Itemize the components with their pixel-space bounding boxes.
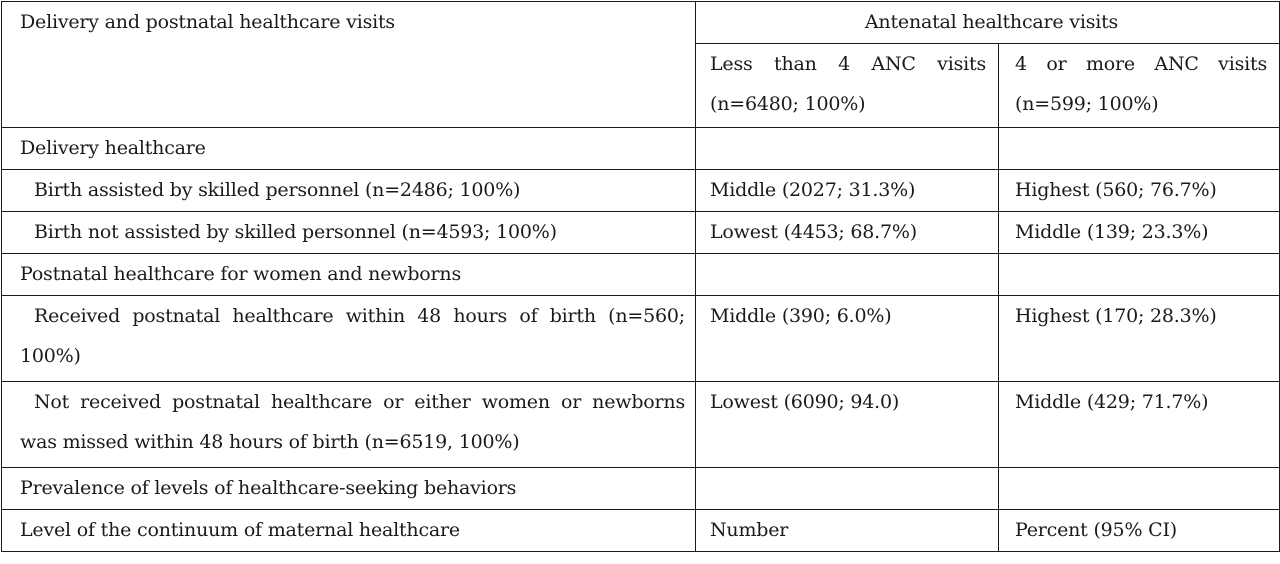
- table-row: [2, 212, 1280, 254]
- maternal-healthcare-table: [1, 1, 1280, 552]
- table-cell-less: Number: [696, 510, 999, 552]
- table-cell-more: Middle (429; 71.7%): [999, 382, 1280, 468]
- section-label-postnatal: Postnatal healthcare for women and newborns: [2, 254, 696, 296]
- table-cell-more: Highest (560; 76.7%): [999, 170, 1280, 212]
- row-label-continuum-level: Level of the continuum of maternal healthcare: [2, 510, 696, 552]
- table-cell-more: [999, 254, 1280, 296]
- table-cell-more: [999, 468, 1280, 510]
- table-cell-more: [999, 128, 1280, 170]
- table-cell-less: [696, 254, 999, 296]
- table-cell-more: Highest (170; 28.3%): [999, 296, 1280, 382]
- table-row: [2, 170, 1280, 212]
- table-row: [2, 468, 1280, 510]
- table-row: [2, 382, 1280, 468]
- section-label-prevalence: Prevalence of levels of healthcare-seeking behaviors: [2, 468, 696, 510]
- col-less-than-4-header: [696, 44, 999, 128]
- corner-header-label: Delivery and postnatal healthcare visits: [20, 11, 395, 33]
- header-row: [2, 2, 1280, 44]
- antenatal-group-header-label: Antenatal healthcare visits: [864, 11, 1119, 33]
- row-label-not-received-postnatal: [2, 382, 696, 468]
- row-label-not-received-postnatal-line2: was missed within 48 hours of birth (n=6519, 100%): [20, 431, 520, 453]
- antenatal-group-header: [696, 2, 1280, 44]
- table-row: [2, 128, 1280, 170]
- table-cell-less: Middle (390; 6.0%): [696, 296, 999, 382]
- col-4-or-more-line2: (n=599; 100%): [1015, 93, 1159, 115]
- section-label-delivery: Delivery healthcare: [2, 128, 696, 170]
- col-4-or-more-header: [999, 44, 1280, 128]
- row-label-received-postnatal-line2: 100%): [20, 345, 81, 367]
- table-cell-more: Middle (139; 23.3%): [999, 212, 1280, 254]
- table-cell-less: [696, 128, 999, 170]
- corner-header-cell: [2, 2, 696, 128]
- col-less-than-4-line1: Less than 4 ANC visits: [710, 53, 986, 75]
- row-label-birth-assisted: Birth assisted by skilled personnel (n=2486; 100%): [2, 170, 696, 212]
- table-cell-less: [696, 468, 999, 510]
- table-cell-more: Percent (95% CI): [999, 510, 1280, 552]
- table-cell-less: Lowest (6090; 94.0): [696, 382, 999, 468]
- table-row: [2, 296, 1280, 382]
- row-label-received-postnatal: [2, 296, 696, 382]
- row-label-not-received-postnatal-line1: Not received postnatal healthcare or either women or newborns: [34, 391, 685, 413]
- table-cell-less: Lowest (4453; 68.7%): [696, 212, 999, 254]
- row-label-birth-not-assisted: Birth not assisted by skilled personnel (n=4593; 100%): [2, 212, 696, 254]
- col-4-or-more-line1: 4 or more ANC visits: [1015, 53, 1268, 75]
- table-cell-less: Middle (2027; 31.3%): [696, 170, 999, 212]
- table-row: [2, 510, 1280, 552]
- col-less-than-4-line2: (n=6480; 100%): [710, 93, 866, 115]
- row-label-received-postnatal-line1: Received postnatal healthcare within 48 hours of birth (n=560;: [34, 305, 685, 327]
- table-row: [2, 254, 1280, 296]
